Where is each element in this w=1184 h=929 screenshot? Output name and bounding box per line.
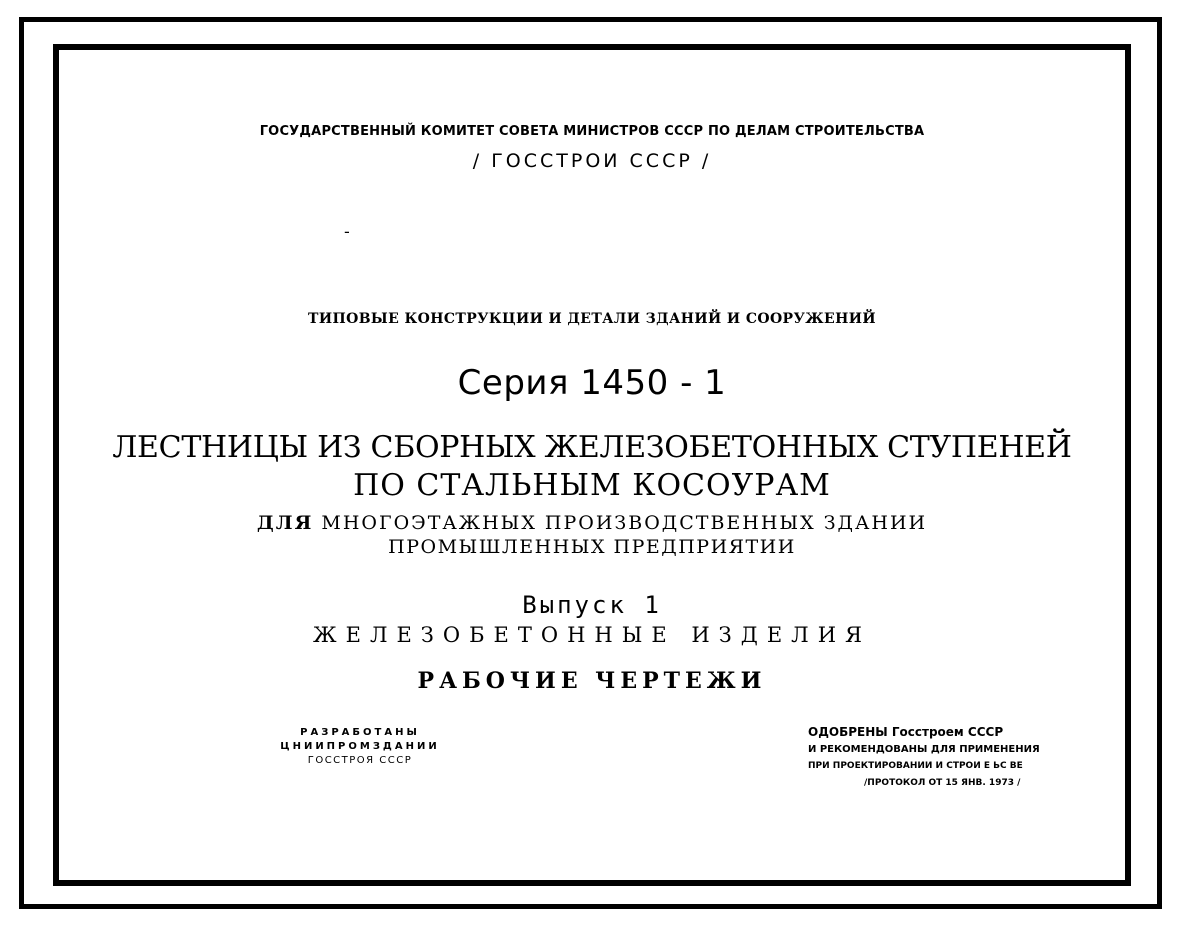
developed-by-block	[245, 726, 475, 768]
purpose-prefix: ДЛЯ	[256, 512, 314, 534]
typical-constructions-heading: ТИПОВЫЕ КОНСТРУКЦИИ И ДЕТАЛИ ЗДАНИЙ И СООРУЖЕНИЙ	[308, 311, 876, 327]
purpose-line-2: ПРОМЫШЛЕННЫХ ПРЕДПРИЯТИИ	[388, 536, 796, 558]
rc-items-heading: ЖЕЛЕЗОБЕТОННЫЕ ИЗДЕЛИЯ	[313, 623, 871, 647]
approval-line-2: И РЕКОМЕНДОВАНЫ ДЛЯ ПРИМЕНЕНИЯ	[808, 744, 1040, 755]
title-line-1: ЛЕСТНИЦЫ ИЗ СБОРНЫХ ЖЕЛЕЗОБЕТОННЫХ СТУПЕНЕЙ	[112, 430, 1072, 465]
approval-line-3: ПРИ ПРОЕКТИРОВАНИИ И СТРОИ Е ЬС ВЕ	[808, 761, 1023, 771]
approval-block	[808, 724, 1108, 792]
developed-line-2: ЦНИИПРОМЗДАНИИ	[280, 741, 440, 752]
purpose-rest: МНОГОЭТАЖНЫХ ПРОИЗВОДСТВЕННЫХ ЗДАНИИ	[313, 512, 928, 534]
working-drawings-heading: РАБОЧИЕ ЧЕРТЕЖИ	[417, 668, 767, 694]
gosstroy-heading: / ГОССТРОИ СССР /	[472, 150, 712, 172]
series-number: Серия 1450 - 1	[457, 363, 727, 403]
committee-heading: ГОСУДАРСТВЕННЫЙ КОМИТЕТ СОВЕТА МИНИСТРОВ СССР ПО ДЕЛАМ СТРОИТЕЛЬСТВА	[259, 124, 925, 139]
issue-number: Выпуск 1	[522, 591, 662, 619]
developed-line-3: ГОССТРОЯ СССР	[307, 755, 413, 766]
dash-mark: -	[344, 222, 350, 241]
purpose-line-1	[0, 512, 1184, 534]
approval-line-1: ОДОБРЕНЫ Госстроем СССР	[808, 725, 1004, 739]
approval-line-4: /ПРОТОКОЛ ОТ 15 ЯНВ. 1973 /	[864, 778, 1021, 788]
developed-line-1: РАЗРАБОТАНЫ	[300, 727, 420, 738]
title-line-2: ПО СТАЛЬНЫМ КОСОУРАМ	[353, 468, 831, 503]
